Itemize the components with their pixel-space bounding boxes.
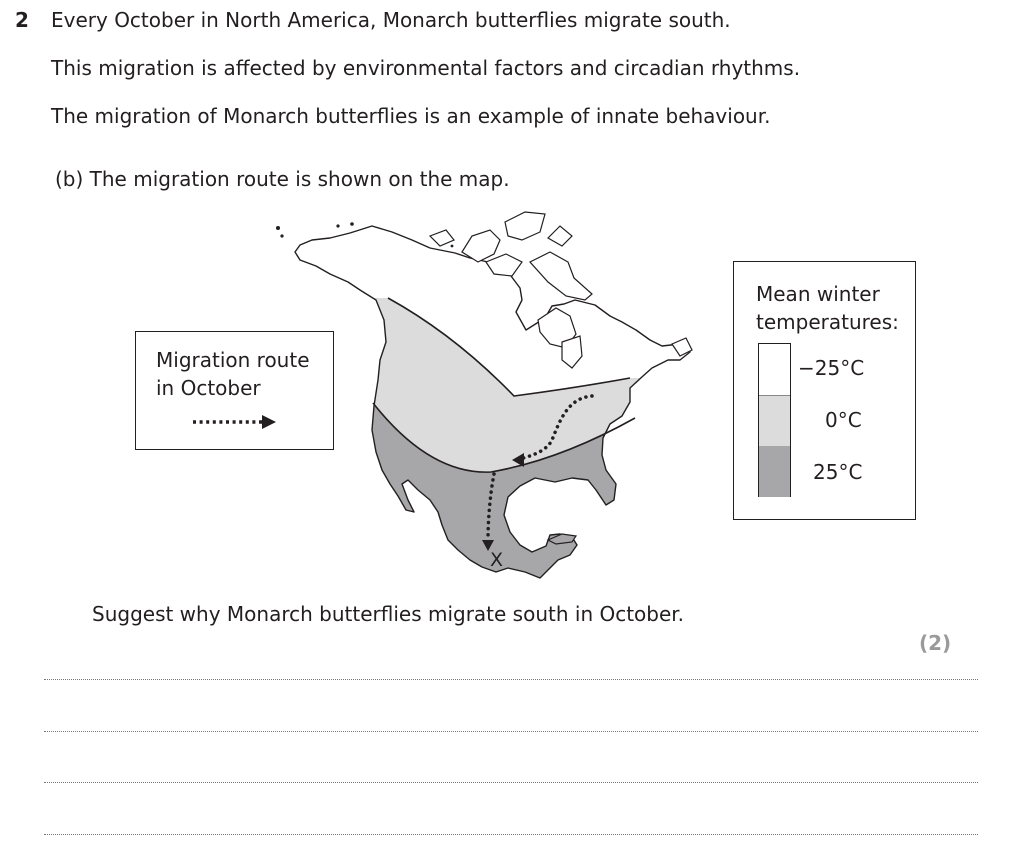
intro-line-1: Every October in North America, Monarch butterflies migrate south. bbox=[51, 8, 731, 32]
temperature-scale bbox=[758, 343, 791, 497]
map-marker-x: X bbox=[490, 549, 504, 571]
temperature-key-box bbox=[733, 261, 916, 520]
temperature-key-title-2: temperatures: bbox=[756, 310, 899, 334]
temperature-swatch-warm bbox=[759, 446, 790, 497]
route-key-label-1: Migration route bbox=[156, 348, 310, 372]
temperature-swatch-cold bbox=[759, 344, 790, 396]
answer-line-2[interactable] bbox=[44, 731, 978, 732]
temperature-swatch-mild bbox=[759, 396, 790, 446]
question-prompt: Suggest why Monarch butterflies migrate south in October. bbox=[92, 602, 685, 626]
part-b-heading: (b) The migration route is shown on the map. bbox=[55, 167, 510, 191]
temperature-label-mild: 0°C bbox=[825, 408, 862, 432]
route-key-label-2: in October bbox=[156, 376, 261, 400]
temperature-label-warm: 25°C bbox=[813, 460, 863, 484]
intro-line-3: The migration of Monarch butterflies is an example of innate behaviour. bbox=[51, 104, 771, 128]
marks-allocation: (2) bbox=[919, 631, 952, 655]
intro-line-2: This migration is affected by environmental factors and circadian rhythms. bbox=[51, 56, 801, 80]
answer-line-3[interactable] bbox=[44, 782, 978, 783]
north-america-map bbox=[270, 205, 700, 590]
temperature-label-cold: −25°C bbox=[798, 356, 865, 380]
answer-line-1[interactable] bbox=[44, 679, 978, 680]
question-number: 2 bbox=[15, 8, 29, 32]
route-arrow-icon bbox=[190, 412, 280, 432]
answer-line-4[interactable] bbox=[44, 834, 978, 835]
temperature-key-title-1: Mean winter bbox=[756, 282, 880, 306]
